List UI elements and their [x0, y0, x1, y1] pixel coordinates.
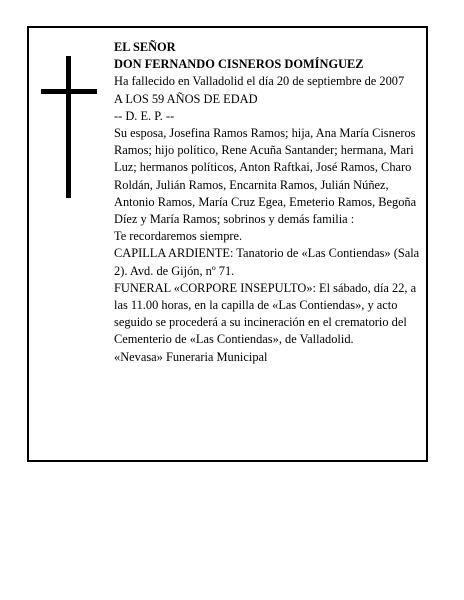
cross-icon: [41, 56, 97, 198]
obituary-notice: [27, 26, 428, 462]
cross-vertical-bar: [66, 56, 71, 198]
funeral-info: FUNERAL «CORPORE INSEPULTO»: El sábado, día 22, a las 11.00 horas, en la capilla de «Las Contiendas», y acto seguido se procederá a su incineración en el crematorio del Cementerio de «Las Contiendas», de Valladolid.: [114, 280, 417, 347]
dep-line: -- D. E. P. --: [114, 108, 175, 123]
deceased-name: DON FERNANDO CISNEROS DOMÍNGUEZ: [114, 57, 364, 72]
notice-title: EL SEÑOR: [114, 40, 176, 54]
remember-line: Te recordaremos siempre.: [114, 229, 243, 244]
age-line: A LOS 59 AÑOS DE EDAD: [114, 91, 258, 106]
notice-text: [114, 39, 426, 366]
chapel-info: CAPILLA ARDIENTE: Tanatorio de «Las Contiendas» (Sala 2). Avd. de Gijón, nº 71.: [114, 246, 420, 278]
funeral-home: «Nevasa» Funeraria Municipal: [114, 349, 268, 364]
family-list: Su esposa, Josefina Ramos Ramos; hija, Ana María Cisneros Ramos; hijo político, Rene Acuña Santander; hermana, Mari Luz; hermanos políticos, Anton Raftkai, José Ramos, Charo Roldán, Julián Ramos, Encarnita Ramos, Julián Núñez, Antonio Ramos, María Cruz Egea, Emeterio Ramos, Begoña Díez y María Ramos; sobrinos y demás familia :: [114, 126, 417, 227]
cross-horizontal-bar: [41, 89, 97, 94]
death-info: Ha fallecido en Valladolid el día 20 de septiembre de 2007: [114, 74, 405, 89]
